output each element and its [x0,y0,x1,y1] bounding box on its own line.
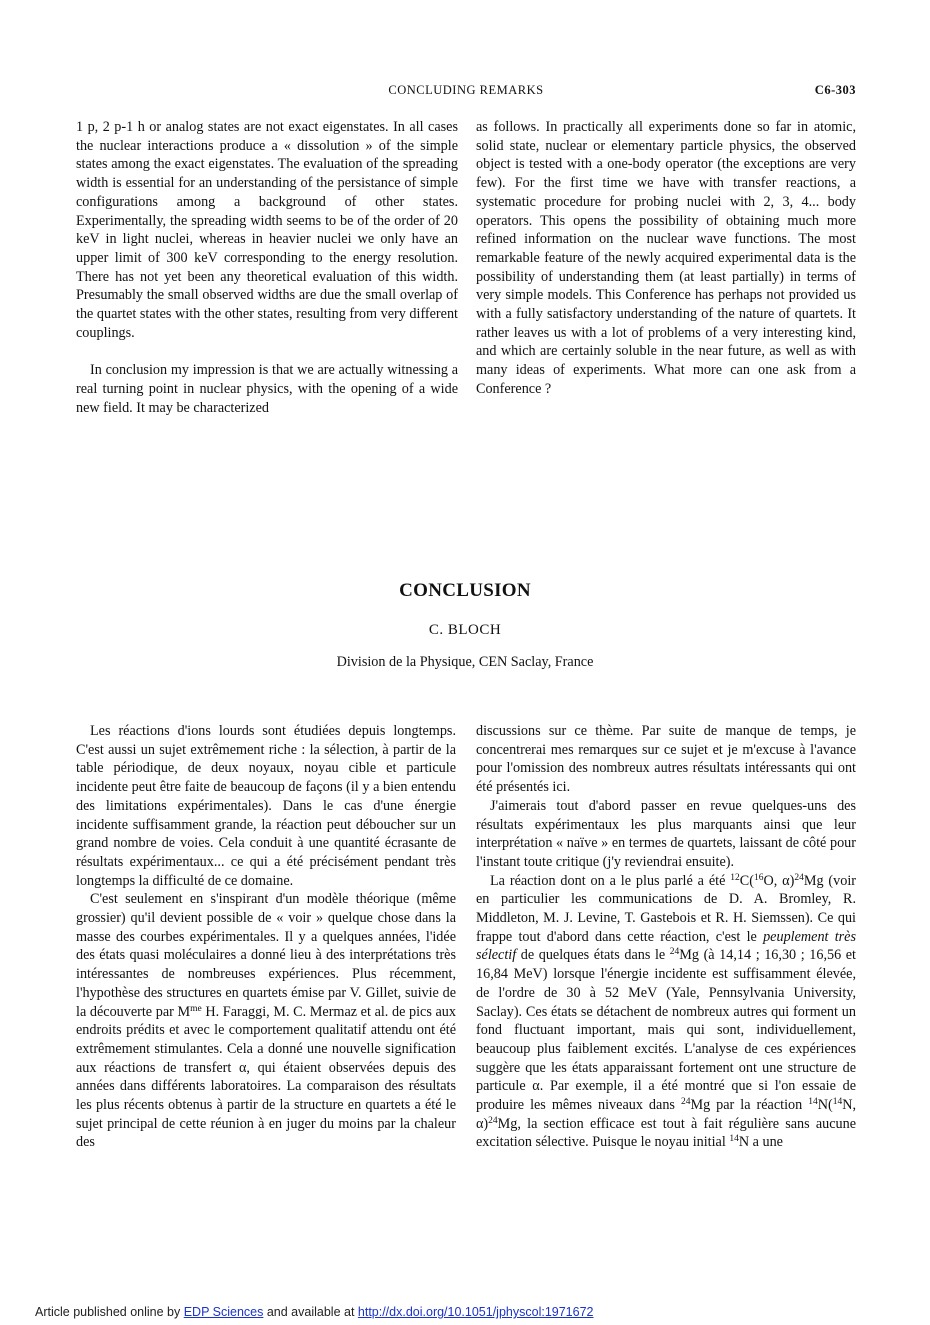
doi-link[interactable]: http://dx.doi.org/10.1051/jphyscol:1971672 [357,1305,594,1319]
top-left-column [76,118,458,417]
publisher-link[interactable]: EDP Sciences [183,1305,264,1319]
paragraph: as follows. In practically all experiments done so far in atomic, solid state, nuclear or elementary particle physics, the observed object is tested with a one-body operator (the exceptions are very few). For the first time we have with transfer reactions, a systematic procedure for probing nuclei with 2, 3, 4... body operators. This opens the possibility of obtaining much more refined information on the nuclear wave functions. The most remarkable feature of the newly acquired experimental data is the possibility of understanding them (at least partially) in terms of very simple models. This Conference has perhaps not provided us with a fully satisfactory understanding of the nature of quartets. It rather leaves us with a lot of problems of a very interesting kind, and which are certainly soluble in the near future, as well as with many ideas of experiments. What more can one ask from a Conference ? [476,119,856,397]
author: C. BLOCH [428,622,502,638]
running-head [76,83,856,103]
affiliation: Division de la Physique, CEN Saclay, France [336,654,594,670]
running-title: CONCLUDING REMARKS [388,83,544,97]
bottom-right-column [476,722,856,1152]
bottom-left-column [76,722,456,1152]
paragraph: La réaction dont on a le plus parlé a été $^{12}$C($^{16}$O, α)$^{24}$Mg (voir en particulier les communications de D. A. Bromley, R. Middleton, M. J. Levine, T. Gastebois et R. H. Siemssen). Ce qui frappe tout d'abord dans cette réaction, c'est le peuplement très sélectif de quelques états dans le $^{24}$Mg (à 14,14 ; 16,30 ; 16,56 et 16,84 MeV) lorsque l'énergie incidente est suffisamment élevée, de l'ordre de 30 à 52 MeV (Yale, Pennsylvania University, Saclay). Ces états se détachent de nombreux autres qui forment un fond fluctuant important, mais qui sont, individuellement, beaucoup plus faiblement excités. L'analyse de ces expériences suggère que les états apparaissant fortement ont une structure de particule α. Par exemple, il a été montré que si l'on essaie de produire les mêmes niveaux dans $^{24}$Mg par la réaction $^{14}$N($^{14}$N, α)$^{24}$Mg, la section efficace est tout à fait régulière sans aucune excitation sélective. Puisque le noyau initial $^{14}$N a une [476,872,857,1151]
top-right-column [476,118,856,399]
paragraph: In conclusion my impression is that we are actually witnessing a real turning point in nuclear physics, with the opening of a wide new field. It may be characterized [76,362,458,416]
page-number: C6-303 [814,83,856,97]
paragraph: J'aimerais tout d'abord passer en revue quelques-uns des résultats expérimentaux les plus marquants ainsi que leur interprétation « naïve » en termes de quartets, laissant de côté pour l'instant toute critique (j'y reviendrai ensuite). [476,797,856,870]
publication-footer: Article published online by EDP Sciences and available at http://dx.doi.org/10.1051/jphyscol:1971672 [35,1305,594,1319]
paragraph: discussions sur ce thème. Par suite de manque de temps, je concentrerai mes remarques sur ce sujet et je m'excuse à l'avance pour l'omission des nombreux autres résultats intéressants qui ont été présentés ici. [476,723,856,796]
paragraph: 1 p, 2 p-1 h or analog states are not exact eigenstates. In all cases the nuclear interactions produce a « dissolution » of the simple states among the exact eigenstates. The evaluation of the spreading width is essential for an understanding of the persistance of simple configurations among a background of other states. Experimentally, the spreading width seems to be of the order of 20 keV in light nuclei, whereas in heavier nuclei we only have an upper limit of 300 keV corresponding to the energy resolution. There has not yet been any theoretical evaluation of this width. Presumably the small observed widths are due the small overlap of the quartet states with the other states, resulting from very different couplings. [76,119,458,341]
paragraph: C'est seulement en s'inspirant d'un modèle théorique (même grossier) qu'il devient possible de « voir » quelque chose dans la masse des courbes expérimentales. Il y a quelques années, l'idée des états quasi moléculaires a donné lieu à des interprétations très intéressantes de nombreuses expériences. Plus récemment, l'hypothèse des structures en quartets émise par V. Gillet, suivie de la découverte par $M^{me}$ H. Faraggi, M. C. Mermaz et al. de pics aux endroits prédits et avec le comportement qualitatif attendu ont été extrêmement stimulantes. Cela a donné une nouvelle signification aux réactions de transfert α, qui étaient observées depuis des années dans différents laboratoires. La comparaison des résultats les plus récents obtenus à partir de la structure en quartets a été le sujet principal de cette réunion à en juger du moins par la chaleur des [76,891,456,1151]
section-title: CONCLUSION [399,580,531,601]
paragraph: Les réactions d'ions lourds sont étudiées depuis longtemps. C'est aussi un sujet extrêmement riche : la sélection, à partir de la table périodique, de deux noyaux, noyau cible et particule incidente peut être faite de beaucoup de façons (il y a bien entendu des limitations expérimentales). Dans le cas d'une énergie incidente suffisamment grande, la réaction peut déboucher sur un grand nombre de voies. Cela conduit à une quantité écrasante de résultats expérimentaux... ce qui a été précisément pendant très longtemps la difficulté de ce domaine. [76,723,456,889]
emphasis: peuplement très sélectif [476,928,856,964]
